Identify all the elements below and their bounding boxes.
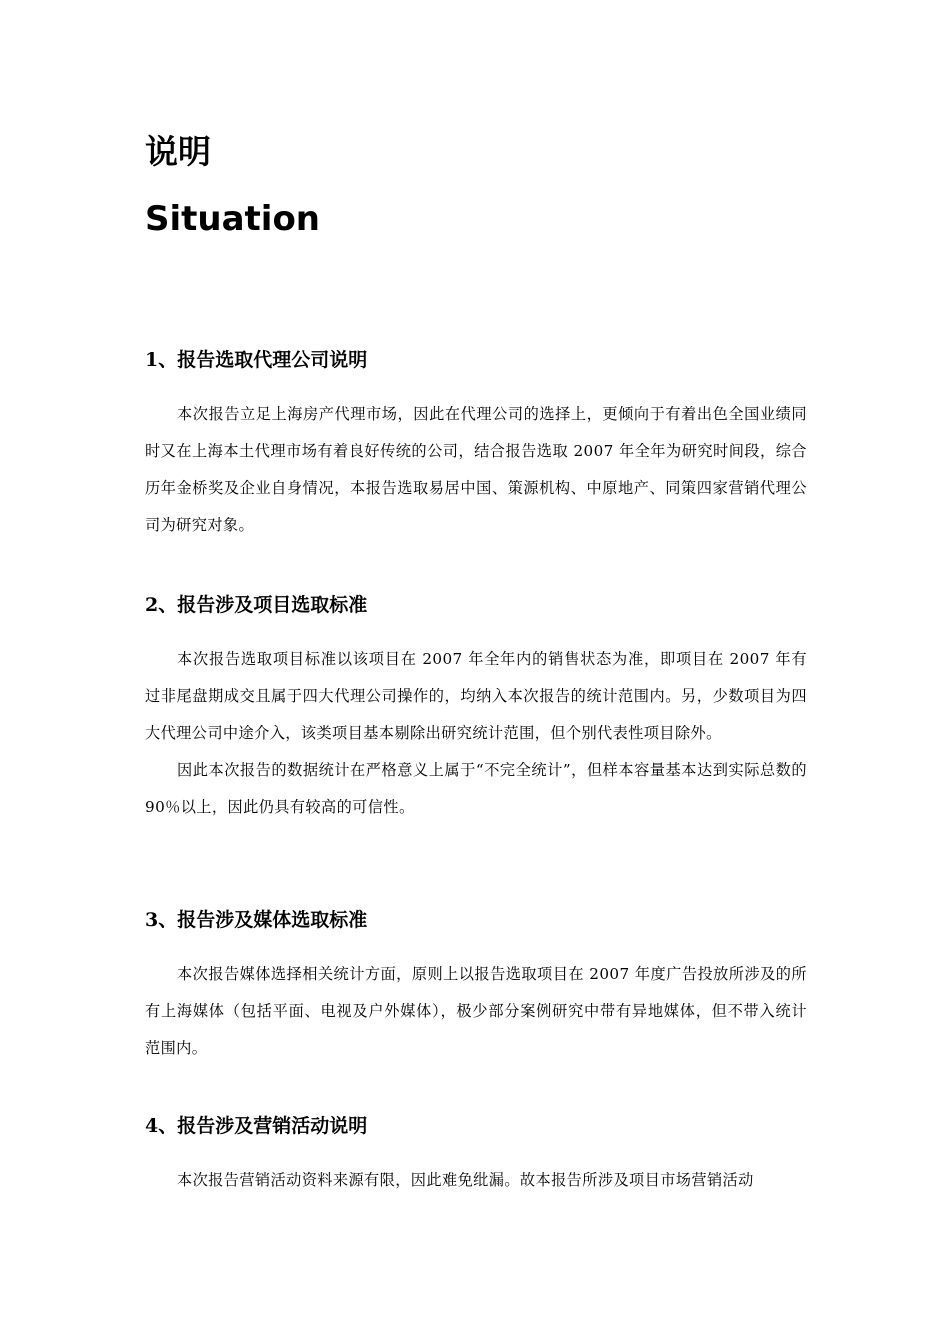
section-heading: 3、报告涉及媒体选取标准: [145, 909, 368, 931]
section-heading: 4、报告涉及营销活动说明: [145, 1115, 368, 1137]
section-paragraph: 因此本次报告的数据统计在严格意义上属于“不完全统计”，但样本容量基本达到实际总数的 90％以上，因此仍具有较高的可信性。: [145, 761, 807, 816]
section-heading: 2、报告涉及项目选取标准: [145, 594, 368, 616]
page-title-chinese: 说明: [145, 132, 211, 171]
section-agency-selection: [145, 345, 807, 544]
section-media-criteria: [145, 905, 807, 1067]
section-heading: 1、报告选取代理公司说明: [145, 349, 368, 371]
section-paragraph: 本次报告营销活动资料来源有限，因此难免纰漏。故本报告所涉及项目市场营销活动: [177, 1171, 754, 1189]
page-title-english: Situation: [145, 199, 321, 239]
section-paragraph: 本次报告立足上海房产代理市场，因此在代理公司的选择上，更倾向于有着出色全国业绩同时又在上海本土代理市场有着良好传统的公司，结合报告选取 2007 年全年为研究时间段，综合历年金桥奖及企业自身情况，本报告选取易居中国、策源机构、中原地产、同策四家营销代理公司为研究对象。: [145, 405, 807, 534]
section-paragraph: 本次报告媒体选择相关统计方面，原则上以报告选取项目在 2007 年度广告投放所涉及的所有上海媒体（包括平面、电视及户外媒体），极少部分案例研究中带有异地媒体，但不带入统计范围内。: [145, 965, 807, 1057]
section-paragraph: 本次报告选取项目标准以该项目在 2007 年全年内的销售状态为准，即项目在 2007 年有过非尾盘期成交且属于四大代理公司操作的，均纳入本次报告的统计范围内。另，少数项目为四大代理公司中途介入，该类项目基本剔除出研究统计范围，但个别代表性项目除外。: [145, 650, 807, 742]
section-marketing-activities: [145, 1111, 807, 1199]
section-project-criteria: [145, 590, 807, 826]
